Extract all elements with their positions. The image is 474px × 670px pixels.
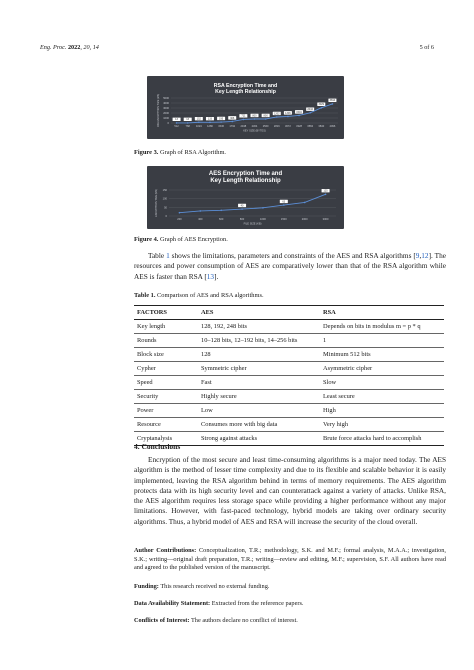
table-row: [134, 389, 444, 403]
table-header-row: [134, 306, 444, 320]
table-cell: Consumes more with big data: [198, 417, 320, 431]
rsa-chart-svg: [147, 76, 344, 139]
data-point: [220, 209, 222, 211]
x-tick-label: 2304: [251, 125, 258, 128]
section-heading: 4. Conclusions: [134, 442, 181, 451]
y-tick-label: 150: [162, 189, 167, 192]
y-tick-label: 2000: [163, 112, 169, 115]
table1-caption: [134, 292, 264, 299]
journal-year: 2022: [67, 44, 81, 51]
y-tick-label: 4000: [163, 102, 169, 105]
data-point: [220, 121, 222, 123]
x-tick-label: 3328: [296, 125, 302, 128]
y-tick-label: 0: [165, 215, 167, 218]
y-tick-label: 5000: [163, 97, 169, 100]
running-header: [40, 44, 434, 56]
figure3-caption: [134, 149, 226, 156]
x-axis-label: KEY SIZE (BYTES): [243, 129, 266, 133]
y-axis-label: ENCRYPTION TIME (MS): [155, 189, 158, 217]
chart-title: RSA Encryption Time and: [213, 83, 278, 89]
data-point: [332, 103, 334, 105]
data-point: [287, 116, 289, 118]
data-label: 13: [175, 118, 178, 122]
table1-label: Table 1.: [134, 292, 156, 299]
table-cell: Strong against attacks: [198, 431, 320, 445]
data-point: [325, 194, 327, 196]
table-row: [134, 361, 444, 375]
figure4-caption: [134, 236, 228, 243]
contrib-text: Conceptualization, T.R.; methodology, S.K. and M.F.; formal analysis, M.A.A.; investigation, S.K.; writing—original draft preparation, T.R.; writing—review and editing, M.F.; supervision, S.F. All authors have read and agreed to the published version of the manuscript.: [134, 547, 446, 572]
table-cell: Cryptanalysis: [134, 431, 198, 445]
table-row: [134, 320, 444, 334]
ref-link-13[interactable]: 13: [206, 271, 215, 281]
table-cell: Minimum 512 bits: [320, 347, 444, 361]
data-label: 3814: [329, 99, 336, 103]
table-cell: Security: [134, 389, 198, 403]
para-text: Table: [148, 251, 167, 260]
conflicts-of-interest: [134, 617, 446, 626]
figure4-text: Graph of AES Encryption.: [158, 236, 228, 243]
figure3-text: Graph of RSA Algorithm.: [158, 149, 227, 156]
table-cell: Block size: [134, 347, 198, 361]
x-tick-label: 1536: [218, 125, 224, 128]
contrib-label: Author Contributions:: [134, 547, 197, 554]
data-point: [243, 119, 245, 121]
series-line: [179, 194, 325, 212]
table-cell: Power: [134, 403, 198, 417]
y-tick-label: 50: [164, 206, 167, 210]
para-text: ].: [214, 271, 219, 281]
y-tick-label: 1000: [163, 117, 169, 120]
para-text: ]. The resources and power consumption of AES are comparatively lower than that of the RSA algorithm while AES is faster than RSA [: [134, 251, 446, 281]
data-label: 195: [219, 117, 224, 121]
data-label: 40: [240, 204, 244, 208]
data-point: [262, 207, 264, 209]
data-label: 63: [282, 200, 286, 204]
table-row: [134, 347, 444, 361]
data-label: 800: [252, 114, 257, 118]
journal-citation: [40, 44, 99, 51]
x-tick-label: 2000: [301, 218, 308, 221]
data-point: [241, 208, 243, 210]
table-cell: Highly secure: [198, 389, 320, 403]
data-label: 2044: [307, 108, 313, 112]
chart-title: AES Encryption Time and: [208, 171, 283, 177]
data-point: [283, 204, 285, 206]
x-tick-label: 2816: [273, 125, 280, 128]
y-tick-label: 3000: [163, 107, 169, 110]
x-tick-label: 1792: [229, 125, 236, 128]
data-label: 800: [263, 114, 268, 118]
data-label: 13: [186, 118, 190, 122]
table-cell: High: [320, 403, 444, 417]
rsa-chart: [147, 76, 344, 139]
data-point: [265, 118, 267, 120]
table-row: [134, 403, 444, 417]
table-row: [134, 375, 444, 389]
x-tick-label: 1000: [260, 218, 266, 221]
data-label: 3029: [318, 103, 325, 107]
x-tick-label: 3072: [285, 125, 291, 128]
author-contributions: [134, 547, 446, 573]
y-tick-label: 100: [162, 197, 167, 201]
chart-title: Key Length Relationship: [215, 89, 276, 95]
data-point: [200, 210, 202, 212]
ref-link-table1[interactable]: 1: [166, 251, 170, 260]
aes-chart: [147, 166, 344, 229]
aes-chart-svg: [147, 166, 344, 229]
table-cell: 128: [198, 347, 320, 361]
conflicts-text: The authors declare no conflict of interest.: [189, 617, 298, 624]
x-tick-label: 3584: [307, 125, 314, 128]
data-point: [209, 122, 211, 124]
body-paragraph: [134, 251, 446, 282]
data-point: [309, 112, 311, 114]
x-axis-label: FILE SIZE (KB): [243, 222, 262, 226]
x-tick-label: 1280: [207, 125, 213, 128]
table-cell: Cypher: [134, 361, 198, 375]
x-tick-label: 400: [198, 218, 203, 221]
data-point: [187, 122, 189, 124]
table-cell: Depends on bits in modulus m = p * q: [320, 320, 444, 334]
table-cell: Brute force attacks hard to accomplish: [320, 431, 444, 445]
data-label: 152: [196, 117, 201, 121]
data-point: [276, 116, 278, 118]
data-point: [298, 115, 300, 117]
data-label: 125: [323, 189, 328, 193]
journal-name: Eng. Proc.: [40, 44, 67, 51]
conflicts-label: Conflicts of Interest:: [134, 617, 190, 624]
table-header-cell: AES: [198, 306, 320, 320]
table1-caption-text: Comparison of AES and RSA algorithms.: [155, 292, 264, 299]
conclusion-paragraph: [134, 455, 446, 527]
x-tick-label: 768: [185, 125, 190, 128]
data-point: [304, 202, 306, 204]
table-cell: Least secure: [320, 389, 444, 403]
table-row: [134, 431, 444, 445]
data-point: [321, 107, 323, 109]
data-label: 1306: [285, 111, 291, 115]
figure3-label: Figure 3.: [134, 149, 159, 156]
data-label: 711: [241, 114, 246, 118]
data-text: Extracted from the reference papers.: [210, 600, 304, 607]
journal-volume: , 20, 14: [80, 44, 99, 51]
table-cell: Key length: [134, 320, 198, 334]
x-tick-label: 600: [219, 218, 224, 221]
table-cell: 10–128 bits, 12–192 bits, 14–256 bits: [198, 333, 320, 347]
table-cell: Resource: [134, 417, 198, 431]
table-cell: Fast: [198, 375, 320, 389]
data-point: [231, 121, 233, 123]
table-cell: Asymmetric cipher: [320, 361, 444, 375]
table-cell: Speed: [134, 375, 198, 389]
conclusion-text: Encryption of the most secure and least time-consuming algorithms is a major need today. The AES algorithm is the method of lesser time complexity and due to its flexible and scalable behavior it is easily implemented, leaving the RSA algorithm behind in terms of memory requirements. The AES algorithm protects data with its high security level and can counterattack against a variety of attacks. Unlike RSA, the AES algorithm requires less storage space while providing a higher performance without any major limitations. However, with fast-paced technology, hybrid models are taking over ordinary security algorithms. Thus, a hybrid model of AES and RSA will increase the security of the cloud overall.: [134, 455, 446, 526]
data-availability: [134, 600, 446, 609]
table-cell: 1: [320, 333, 444, 347]
page-number: 5 of 6: [419, 44, 434, 51]
table-cell: 128, 192, 248 bits: [198, 320, 320, 334]
ref-link-12[interactable]: 12: [421, 251, 429, 260]
table-cell: Rounds: [134, 333, 198, 347]
funding-label: Funding:: [134, 583, 159, 590]
x-tick-label: 512: [174, 125, 179, 128]
ref-link-9[interactable]: 9: [415, 251, 420, 260]
y-axis-label: RSA ENCRYPTION TIME (MS): [157, 93, 160, 128]
x-tick-label: 2048: [240, 125, 247, 128]
table-cell: Slow: [320, 375, 444, 389]
x-tick-label: 3000: [322, 218, 329, 221]
x-tick-label: 1024: [195, 125, 202, 128]
x-tick-label: 2560: [262, 125, 269, 128]
data-label: Data Availability Statement:: [134, 600, 211, 607]
funding-statement: [134, 583, 446, 592]
data-point: [176, 122, 178, 124]
data-label: 1202: [273, 112, 280, 116]
table-header-cell: RSA: [320, 306, 444, 320]
table-header-cell: FACTORS: [134, 306, 198, 320]
x-tick-label: 1500: [280, 218, 287, 221]
data-label: 1504: [296, 110, 302, 114]
funding-text: This research received no external funding.: [158, 583, 270, 590]
x-tick-label: 200: [177, 218, 182, 221]
table-cell: Symmetric cipher: [198, 361, 320, 375]
y-tick-label: 0: [167, 122, 169, 125]
data-label: 306: [230, 116, 235, 120]
x-tick-label: 4096: [329, 125, 336, 128]
figure4-label: Figure 4.: [134, 236, 159, 243]
x-tick-label: 3840: [318, 125, 325, 128]
table-row: [134, 333, 444, 347]
table-row: [134, 417, 444, 431]
data-point: [254, 118, 256, 120]
table-cell: Low: [198, 403, 320, 417]
data-point: [179, 212, 181, 214]
table-cell: Very high: [320, 417, 444, 431]
data-label: 133: [207, 117, 213, 121]
data-point: [198, 121, 200, 123]
para-text: shows the limitations, parameters and constraints of the AES and RSA algorithms [: [169, 251, 416, 260]
para-text: ,: [419, 251, 422, 260]
comparison-table: [134, 305, 444, 446]
x-tick-label: 800: [239, 218, 245, 221]
chart-title: Key Length Relationship: [210, 178, 281, 184]
